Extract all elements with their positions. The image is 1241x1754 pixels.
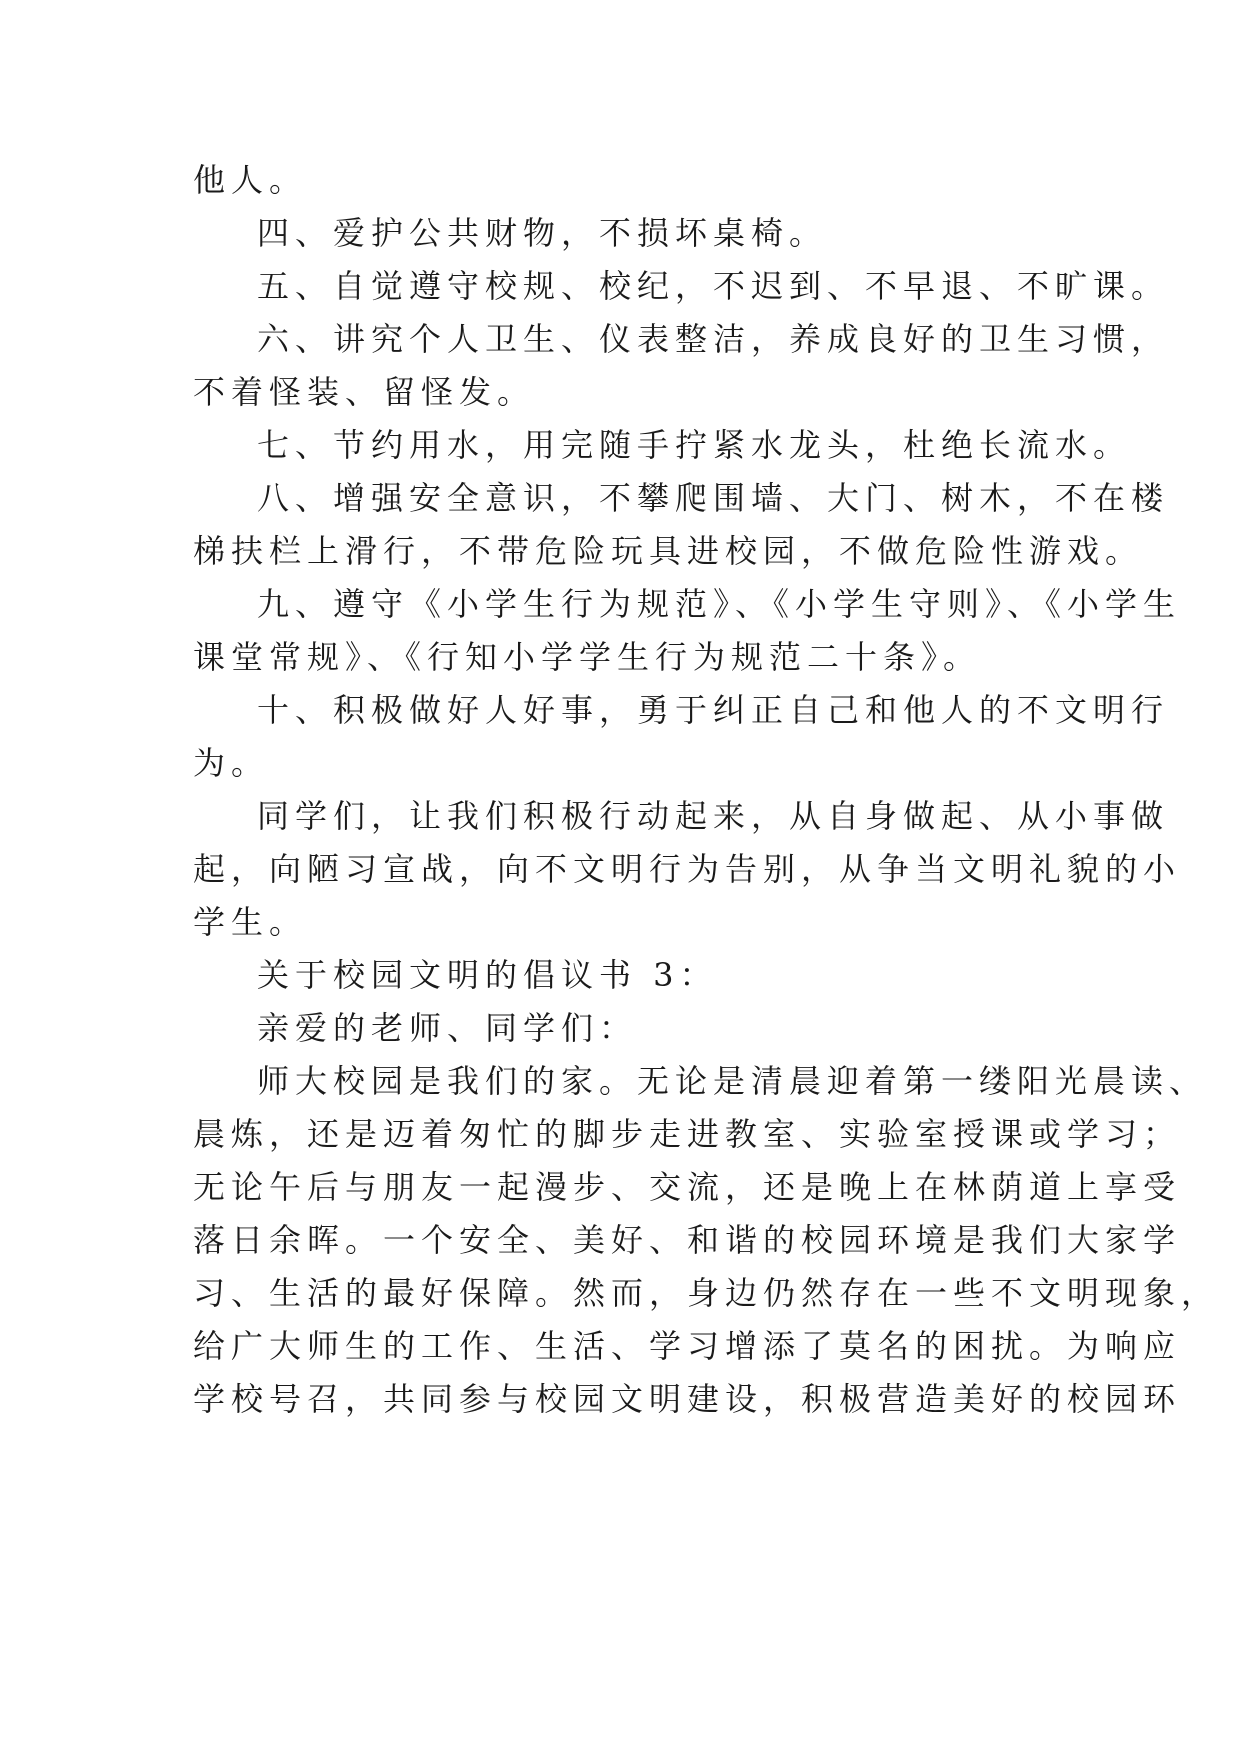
text-line: 六、讲究个人卫生、仪表整洁，养成良好的卫生习惯， xyxy=(257,320,1170,358)
text-line: 师大校园是我们的家。无论是清晨迎着第一缕阳光晨读、 xyxy=(257,1062,1208,1100)
text-line: 十、积极做好人好事，勇于纠正自己和他人的不文明行 xyxy=(257,691,1170,729)
text-line: 同学们，让我们积极行动起来，从自身做起、从小事做 xyxy=(257,797,1170,835)
text-line: 他人。 xyxy=(193,161,308,199)
text-line: 课堂常规》、《行知小学学生行为规范二十条》。 xyxy=(193,638,982,676)
text-line: 晨炼，还是迈着匆忙的脚步走进教室、实验室授课或学习； xyxy=(193,1115,1182,1153)
text-line: 给广大师生的工作、生活、学习增添了莫名的困扰。为响应 xyxy=(193,1327,1182,1365)
text-line: 落日余晖。一个安全、美好、和谐的校园环境是我们大家学 xyxy=(193,1221,1182,1259)
text-line: 五、自觉遵守校规、校纪，不迟到、不早退、不旷课。 xyxy=(257,267,1170,305)
salutation: 亲爱的老师、同学们： xyxy=(257,1009,638,1047)
text-line: 九、遵守《小学生行为规范》、《小学生守则》、《小学生 xyxy=(257,585,1182,623)
text-line: 习、生活的最好保障。然而，身边仍然存在一些不文明现象， xyxy=(193,1274,1220,1312)
section-heading: 关于校园文明的倡议书 3： xyxy=(257,956,718,994)
text-line: 四、爱护公共财物，不损坏桌椅。 xyxy=(257,214,828,252)
text-line: 梯扶栏上滑行，不带危险玩具进校园，不做危险性游戏。 xyxy=(193,532,1144,570)
text-line: 学生。 xyxy=(193,903,308,941)
text-line: 无论午后与朋友一起漫步、交流，还是晚上在林荫道上享受 xyxy=(193,1168,1182,1206)
text-line: 不着怪装、留怪发。 xyxy=(193,373,536,411)
text-line: 起，向陋习宣战，向不文明行为告别，从争当文明礼貌的小 xyxy=(193,850,1182,888)
text-line: 为。 xyxy=(193,744,270,782)
text-line: 七、节约用水，用完随手拧紧水龙头，杜绝长流水。 xyxy=(257,426,1132,464)
text-line: 学校号召，共同参与校园文明建设，积极营造美好的校园环 xyxy=(193,1380,1182,1418)
text-line: 八、增强安全意识，不攀爬围墙、大门、树木，不在楼 xyxy=(257,479,1170,517)
